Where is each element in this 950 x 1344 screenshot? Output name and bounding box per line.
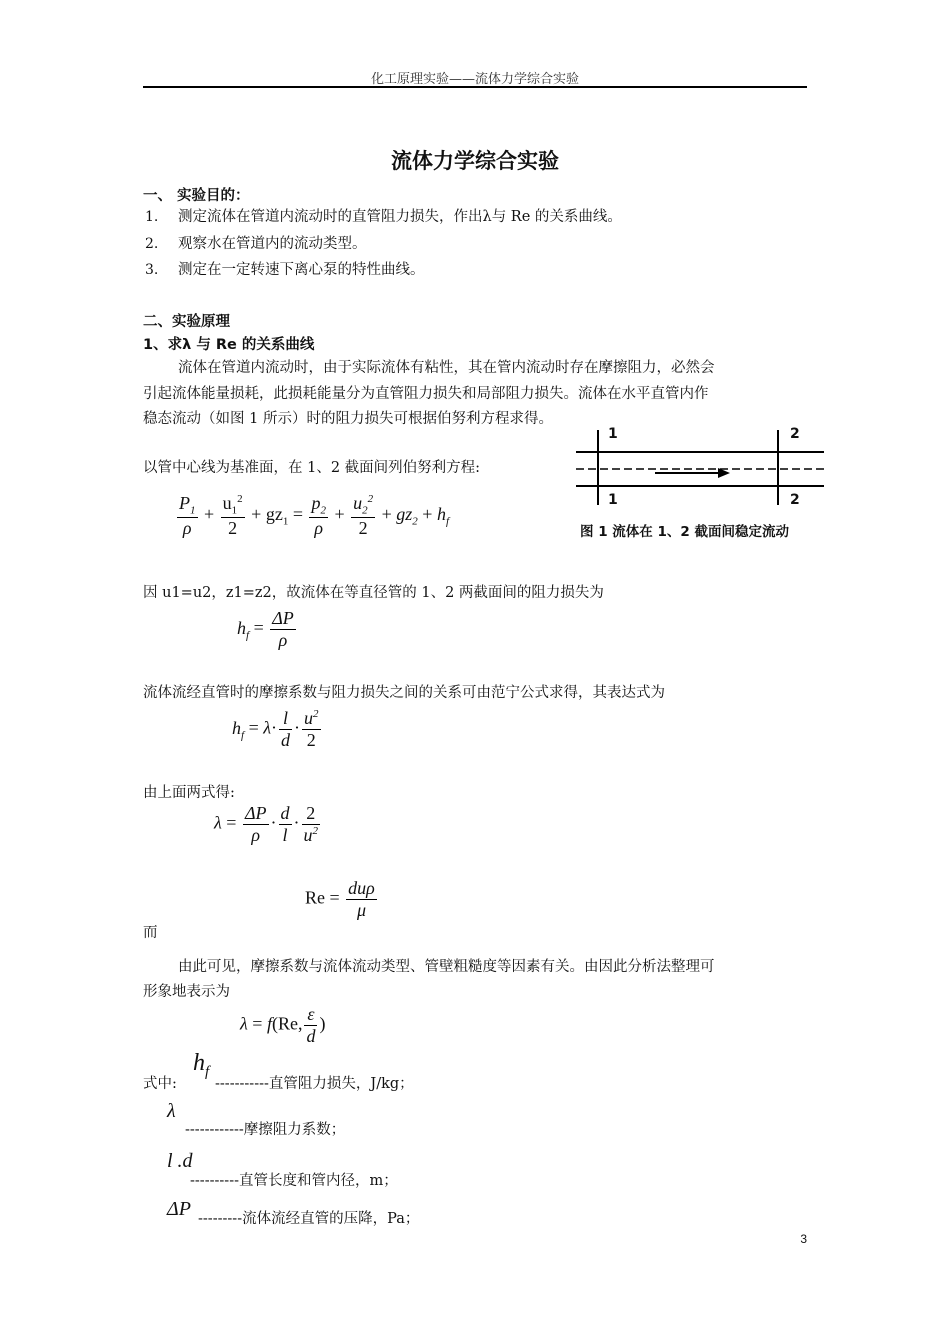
paragraph-1-line-1: 流体在管道内流动时，由于实际流体有粘性，其在管内流动时存在摩擦阻力，必然会 [178, 360, 715, 376]
list-item-2-text: 观察水在管道内的流动类型。 [178, 236, 367, 252]
fanning-intro: 流体流经直管时的摩擦系数与阻力损失之间的关系可由范宁公式求得，其表达式为 [143, 685, 665, 701]
head-loss-equation: $h_f$ = $\frac{\Delta P}{\rho}$ [237, 608, 294, 650]
friction-factor-equation: λ = $\frac{\Delta P}{\rho}$ · $\frac{d}{l}$ · $\frac{2}{u^2}$ [214, 803, 319, 845]
def-hf-text: -----------直管阻力损失，J/kg； [215, 1076, 414, 1092]
combine-intro: 由上面两式得: [143, 785, 235, 801]
fanning-equation: $h_f = \lambda\cdot$ $\frac{l}{d}$ · $\frac{u^2}{2}$ [232, 708, 319, 750]
figure-label-1-top: 1 [608, 426, 618, 442]
list-item-1-text: 测定流体在管道内流动时的直管阻力损失，作出λ与 Re 的关系曲线。 [178, 209, 622, 225]
subsection-1-heading: 1、求λ 与 Re 的关系曲线 [143, 337, 315, 353]
def-hf-symbol: $h_f$ [193, 1050, 210, 1080]
figure-caption: 图 1 流体在 1、2 截面间稳定流动 [580, 524, 789, 540]
paragraph-1-line-3: 稳态流动（如图 1 所示）时的阻力损失可根据伯努利方程求得。 [143, 411, 553, 427]
list-item-3-text: 测定在一定转速下离心泵的特性曲线。 [178, 262, 425, 278]
dimensional-analysis-equation: λ = f(Re, $\frac{\varepsilon}{d}$ ) [240, 1004, 326, 1046]
since-line: 因 u1=u2，z1=z2，故流体在等直径管的 1、2 两截面间的阻力损失为 [143, 585, 604, 601]
reynolds-equation: Re = $\frac{\text{duρ}}{\mu}$ [305, 878, 375, 920]
and-word: 而 [143, 925, 158, 941]
list-item-1-number: 1. [145, 209, 159, 225]
figure-label-2-bottom: 2 [790, 492, 800, 508]
def-lambda-text: ------------摩擦阻力系数； [185, 1122, 346, 1138]
def-ld-symbol: l .d [167, 1150, 193, 1172]
paragraph-2-line-1: 由此可见，摩擦系数与流体流动类型、管壁粗糙度等因素有关。由因此分析法整理可 [178, 959, 715, 975]
def-dp-symbol: ΔP [167, 1198, 191, 1220]
page-header: 化工原理实验——流体力学综合实验 [370, 72, 579, 87]
figure-label-1-bottom: 1 [608, 492, 618, 508]
def-ld-text: ----------直管长度和管内径，m； [190, 1173, 398, 1189]
def-dp-text: ---------流体流经直管的压降，Pa； [198, 1211, 420, 1227]
where-label: 式中: [143, 1076, 177, 1092]
bernoulli-intro: 以管中心线为基准面，在 1、2 截面间列伯努利方程: [143, 460, 481, 476]
paragraph-1-line-2: 引起流体能量损耗，此损耗能量分为直管阻力损失和局部阻力损失。流体在水平直管内作 [143, 386, 709, 402]
figure-label-2-top: 2 [790, 426, 800, 442]
bernoulli-equation: $\frac{P_1}{\rho}$ + $\frac{u_1^2}{2}$ + $gz_1$ = $\frac{p_2}{\rho}$ + $\frac{u_2^2}{2}$ + $gz_2 + h_f$ [179, 493, 450, 538]
header-divider [143, 86, 807, 88]
section-2-heading: 二、实验原理 [143, 314, 230, 330]
page-number: 3 [800, 1232, 807, 1246]
list-item-3-number: 3. [145, 262, 159, 278]
document-title: 流体力学综合实验 [391, 149, 559, 173]
section-1-heading: 一、 实验目的： [143, 188, 250, 204]
list-item-2-number: 2. [145, 236, 159, 252]
def-lambda-symbol: λ [167, 1100, 176, 1122]
paragraph-2-line-2: 形象地表示为 [143, 984, 230, 1000]
